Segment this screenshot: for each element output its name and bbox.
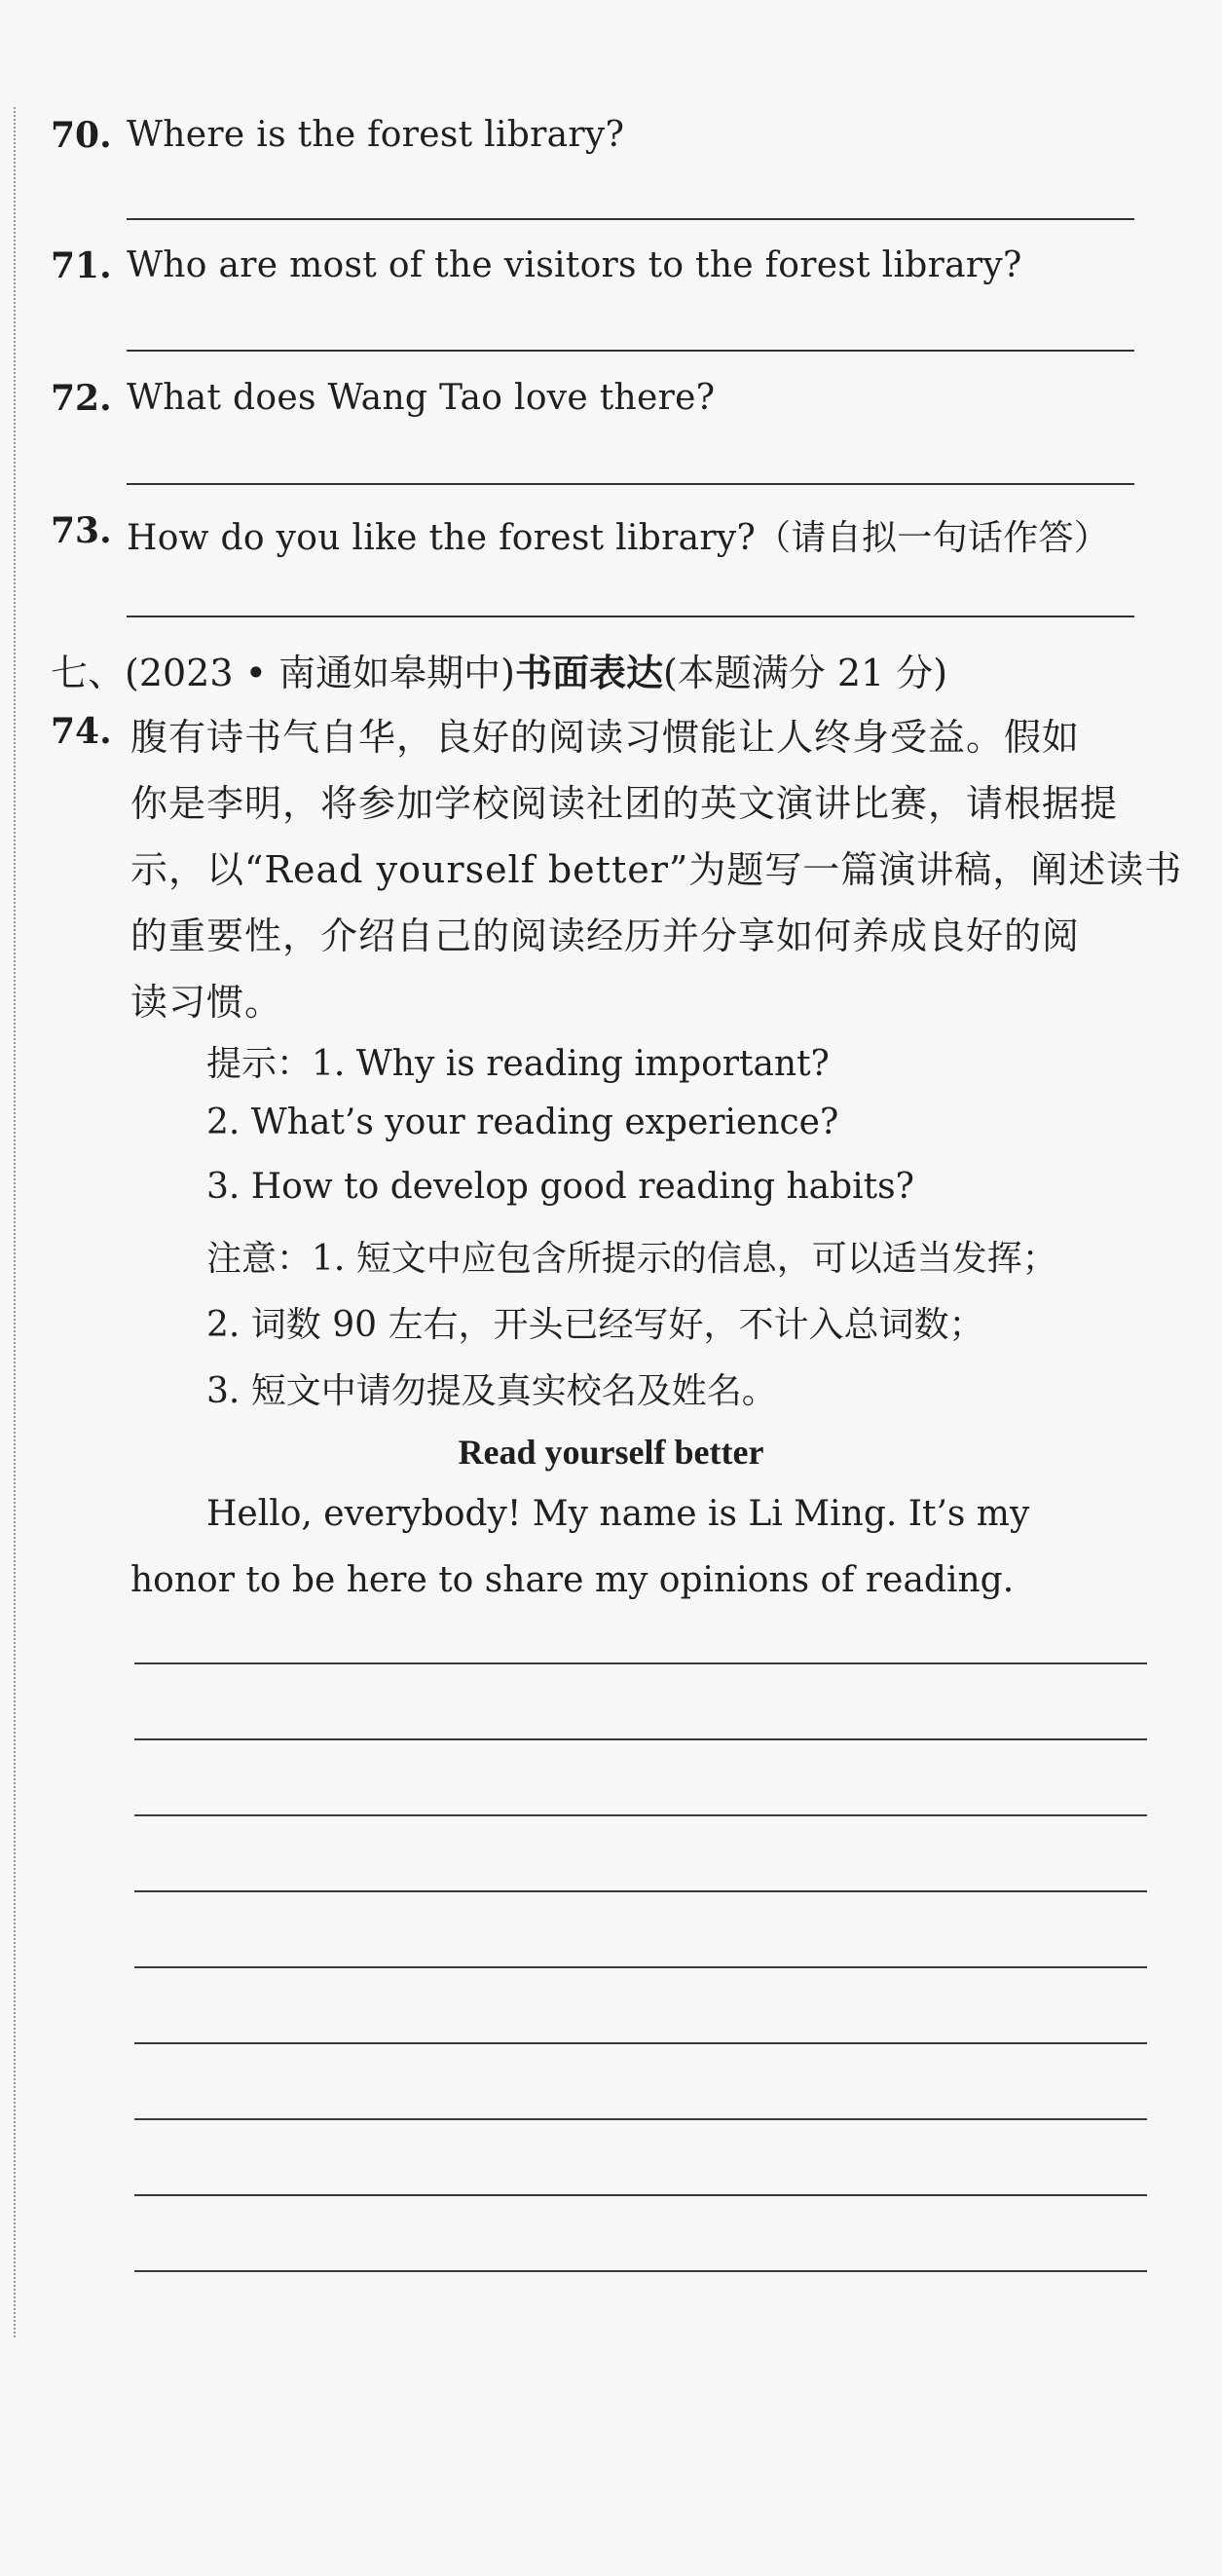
question-text-71: Who are most of the visitors to the forest library?	[127, 245, 1022, 285]
question-text-72: What does Wang Tao love there?	[127, 378, 716, 418]
prompt-line-2: 你是李明，将参加学校阅读社团的英文演讲比赛，请根据提	[130, 782, 1119, 825]
writing-line[interactable]	[134, 2270, 1147, 2272]
writing-line[interactable]	[134, 2194, 1147, 2196]
writing-line[interactable]	[134, 2042, 1147, 2044]
essay-opening-line-1: Hello, everybody! My name is Li Ming. It’s my	[206, 1494, 1030, 1534]
writing-line[interactable]	[134, 1738, 1147, 1740]
answer-line-73[interactable]	[127, 616, 1134, 617]
hint-line-1: 提示：1. Why is reading important?	[206, 1044, 830, 1084]
hint-line-2: 2. What’s your reading experience?	[206, 1102, 839, 1142]
section-header	[51, 643, 947, 696]
question-number-70: 70.	[51, 115, 112, 156]
prompt-line-5: 读习惯。	[130, 981, 283, 1024]
answer-line-70[interactable]	[127, 218, 1134, 220]
essay-title: Read yourself better	[458, 1433, 764, 1472]
note-line-3: 3. 短文中请勿提及真实校名及姓名。	[206, 1371, 777, 1411]
question-number-71: 71.	[51, 245, 112, 286]
essay-opening-line-2: honor to be here to share my opinions of reading.	[130, 1560, 1015, 1600]
question-number-72: 72.	[51, 378, 112, 419]
note-line-2: 2. 词数 90 左右，开头已经写好，不计入总词数；	[206, 1305, 984, 1345]
answer-line-71[interactable]	[127, 350, 1134, 352]
question-text-70: Where is the forest library?	[127, 115, 625, 155]
binding-margin-dotted-line	[14, 107, 16, 2337]
prompt-line-4: 的重要性，介绍自己的阅读经历并分享如何养成良好的阅	[130, 915, 1081, 957]
note-line-1: 注意：1. 短文中应包含所提示的信息，可以适当发挥；	[206, 1239, 1057, 1279]
question-text-73: How do you like the forest library?（请自拟一句话作答）	[127, 518, 1110, 558]
question-number-73: 73.	[51, 510, 112, 551]
question-number-74: 74.	[51, 711, 112, 752]
writing-line[interactable]	[134, 1890, 1147, 1892]
writing-line[interactable]	[134, 1662, 1147, 1664]
section-suffix: (本题满分 21 分)	[662, 652, 948, 694]
writing-line[interactable]	[134, 1814, 1147, 1816]
section-prefix: 七、(2023 • 南通如皋期中)	[51, 652, 515, 694]
writing-line[interactable]	[134, 1966, 1147, 1968]
section-title: 书面表达	[514, 651, 663, 694]
answer-line-72[interactable]	[127, 483, 1134, 485]
writing-line[interactable]	[134, 2118, 1147, 2120]
hint-line-3: 3. How to develop good reading habits?	[206, 1167, 914, 1207]
prompt-line-1: 腹有诗书气自华，良好的阅读习惯能让人终身受益。假如	[130, 716, 1081, 759]
prompt-line-3: 示，以“Read yourself better”为题写一篇演讲稿，阐述读书	[130, 848, 1183, 891]
